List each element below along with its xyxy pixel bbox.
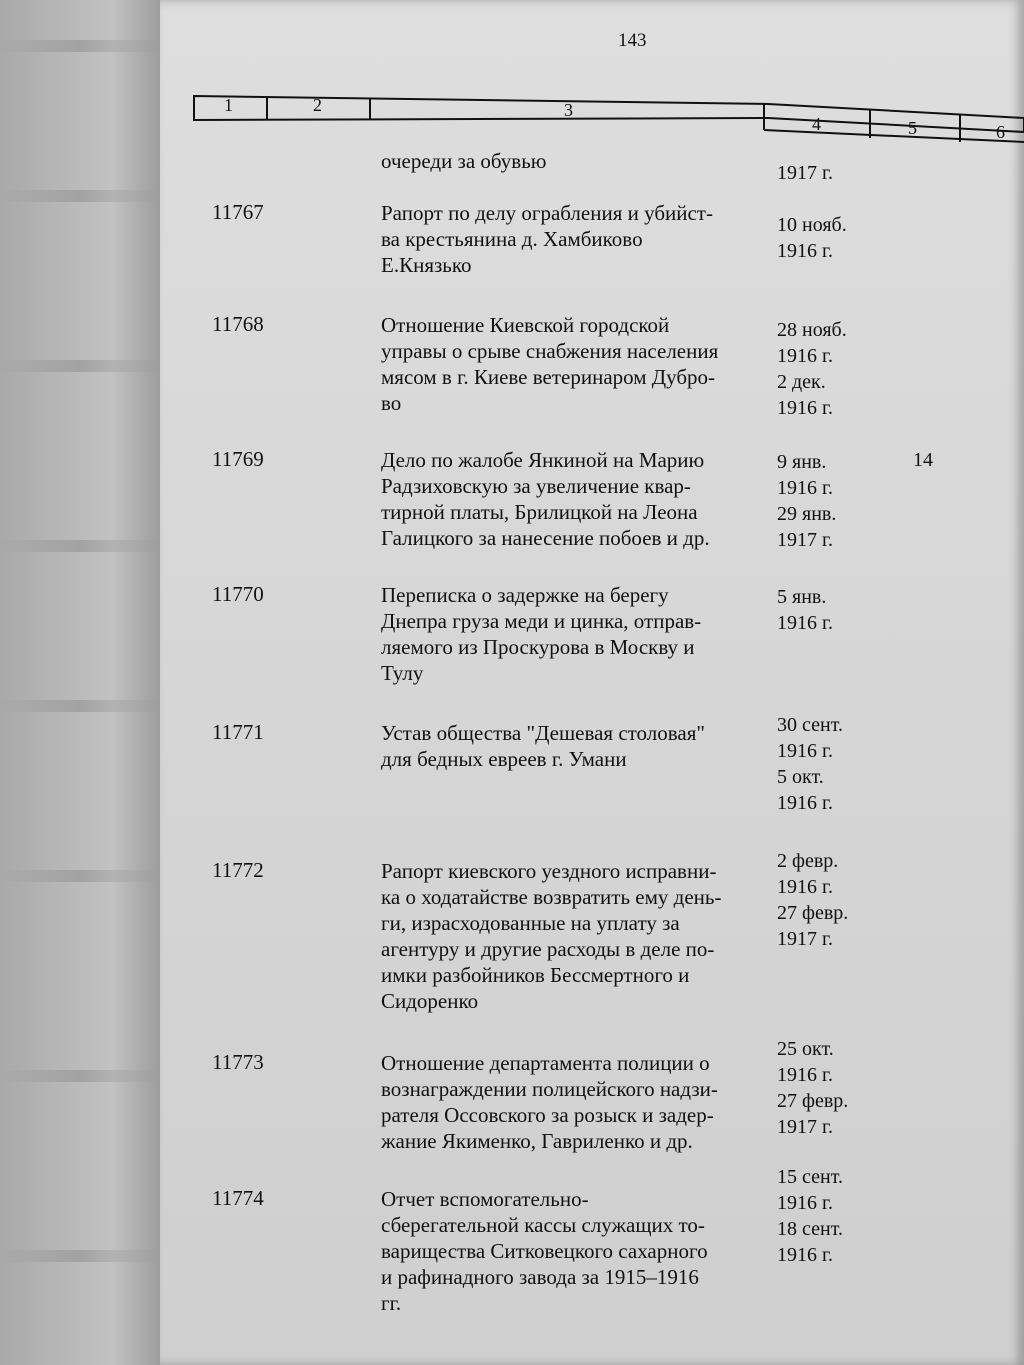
record-date-line: 1917 г. (777, 928, 833, 950)
record-dates (777, 1036, 877, 1140)
page-number: 143 (618, 30, 647, 51)
record-title-line: варищества Ситковецкого сахарного (381, 1239, 708, 1263)
record-date-line: 10 нояб. (777, 214, 847, 236)
record-title-line: Радзиховскую за увеличение квар- (381, 474, 691, 498)
record-title-line: Сидоренко (381, 989, 479, 1013)
record-dates (777, 712, 877, 816)
record-dates (777, 1164, 877, 1268)
record-date-line: 1916 г. (777, 397, 833, 419)
record-title-line: ка о ходатайстве возвратить ему день- (381, 885, 722, 909)
record-title-line: тирной платы, Брилицкой на Леона (381, 500, 698, 524)
column-header-3: 3 (564, 100, 573, 120)
facing-page-bleed (0, 190, 160, 202)
record-number: 11771 (212, 720, 264, 744)
record-date-line: 1916 г. (777, 345, 833, 367)
record-title-line: жание Якименко, Гавриленко и др. (381, 1129, 693, 1153)
facing-page-bleed (0, 700, 160, 712)
facing-page-edge (0, 0, 160, 1365)
record-number: 11770 (212, 582, 264, 606)
record-title-line: ляемого из Проскурова в Москву и (381, 635, 695, 659)
record-dates (777, 160, 877, 186)
record-title-line: очереди за обувью (381, 149, 547, 173)
record-dates (777, 848, 877, 952)
record-title-line: агентуру и другие расходы в деле по- (381, 937, 715, 961)
column-header-row (190, 92, 1024, 144)
record-title-line: рателя Оссовского за розыск и задер- (381, 1103, 714, 1127)
record-title-line: Рапорт киевского уездного исправни- (381, 859, 717, 883)
record-title-line: Отчет вспомогательно- (381, 1187, 589, 1211)
record-number: 11774 (212, 1186, 264, 1210)
record-dates (777, 317, 877, 421)
record-date-line: 1917 г. (777, 162, 833, 184)
record-dates (777, 449, 877, 553)
record-title-line: вознаграждении полицейского надзи- (381, 1077, 718, 1101)
record-date-line: 5 янв. (777, 586, 827, 608)
facing-page-bleed (0, 1070, 160, 1082)
record-date-line: 2 февр. (777, 850, 839, 872)
record-title (381, 312, 761, 416)
record-title-line: Галицкого за нанесение побоев и др. (381, 526, 710, 550)
record-title-line: во (381, 391, 402, 415)
record-date-line: 1917 г. (777, 529, 833, 551)
record-dates (777, 212, 877, 264)
record-title-line: и рафинадного завода за 1915–1916 (381, 1265, 699, 1289)
record-title-line: Е.Князько (381, 253, 472, 277)
record-title (381, 200, 761, 278)
record-date-line: 1916 г. (777, 240, 833, 262)
column-header-1: 1 (224, 95, 233, 115)
record-date-line: 1916 г. (777, 740, 833, 762)
record-title (381, 148, 761, 174)
record-title-line: Отношение Киевской городской (381, 313, 670, 337)
record-date-line: 27 февр. (777, 1090, 849, 1112)
record-title-line: Устав общества "Дешевая столовая" (381, 721, 705, 745)
record-date-line: 1916 г. (777, 876, 833, 898)
record-dates (777, 584, 877, 636)
record-date-line: 15 сент. (777, 1166, 843, 1188)
facing-page-bleed (0, 540, 160, 552)
record-date-line: 28 нояб. (777, 319, 847, 341)
column-header-5: 5 (908, 118, 917, 138)
record-title (381, 582, 761, 686)
record-date-line: 1916 г. (777, 792, 833, 814)
record-title (381, 720, 761, 772)
record-date-line: 1916 г. (777, 1244, 833, 1266)
record-date-line: 1916 г. (777, 612, 833, 634)
record-title-line: гг. (381, 1291, 402, 1315)
record-title (381, 1186, 761, 1316)
record-date-line: 25 окт. (777, 1038, 834, 1060)
record-title-line: для бедных евреев г. Умани (381, 747, 627, 771)
facing-page-bleed (0, 40, 160, 52)
record-date-line: 1917 г. (777, 1116, 833, 1138)
column-header-2: 2 (313, 95, 322, 115)
record-number: 11767 (212, 200, 264, 224)
record-sheets-count: 14 (913, 449, 933, 471)
record-title-line: ги, израсходованные на уплату за (381, 911, 680, 935)
record-date-line: 5 окт. (777, 766, 824, 788)
record-title (381, 858, 761, 1014)
column-header-4: 4 (812, 114, 821, 134)
column-header-6: 6 (996, 122, 1005, 142)
record-date-line: 2 дек. (777, 371, 826, 393)
record-title-line: Дело по жалобе Янкиной на Марию (381, 448, 705, 472)
record-title-line: Переписка о задержке на берегу (381, 583, 669, 607)
record-title-line: сберегательной кассы служащих то- (381, 1213, 705, 1237)
record-date-line: 1916 г. (777, 477, 833, 499)
record-title-line: имки разбойников Бессмертного и (381, 963, 690, 987)
record-date-line: 9 янв. (777, 451, 827, 473)
record-date-line: 30 сент. (777, 714, 843, 736)
record-title-line: Тулу (381, 661, 424, 685)
record-number: 11772 (212, 858, 264, 882)
record-date-line: 18 сент. (777, 1218, 843, 1240)
record-date-line: 1916 г. (777, 1192, 833, 1214)
record-title-line: Рапорт по делу ограбления и убийст- (381, 201, 713, 225)
record-title-line: ва крестьянина д. Хамбиково (381, 227, 643, 251)
facing-page-bleed (0, 360, 160, 372)
facing-page-bleed (0, 870, 160, 882)
record-number: 11773 (212, 1050, 264, 1074)
record-title (381, 1050, 761, 1154)
record-date-line: 1916 г. (777, 1064, 833, 1086)
facing-page-bleed (0, 1250, 160, 1262)
record-title-line: управы о срыве снабжения населения (381, 339, 719, 363)
record-number: 11768 (212, 312, 264, 336)
record-date-line: 27 февр. (777, 902, 849, 924)
record-title (381, 447, 761, 551)
record-title-line: Днепра груза меди и цинка, отправ- (381, 609, 702, 633)
record-title-line: Отношение департамента полиции о (381, 1051, 710, 1075)
record-number: 11769 (212, 447, 264, 471)
record-title-line: мясом в г. Киеве ветеринаром Дубро- (381, 365, 716, 389)
record-date-line: 29 янв. (777, 503, 837, 525)
